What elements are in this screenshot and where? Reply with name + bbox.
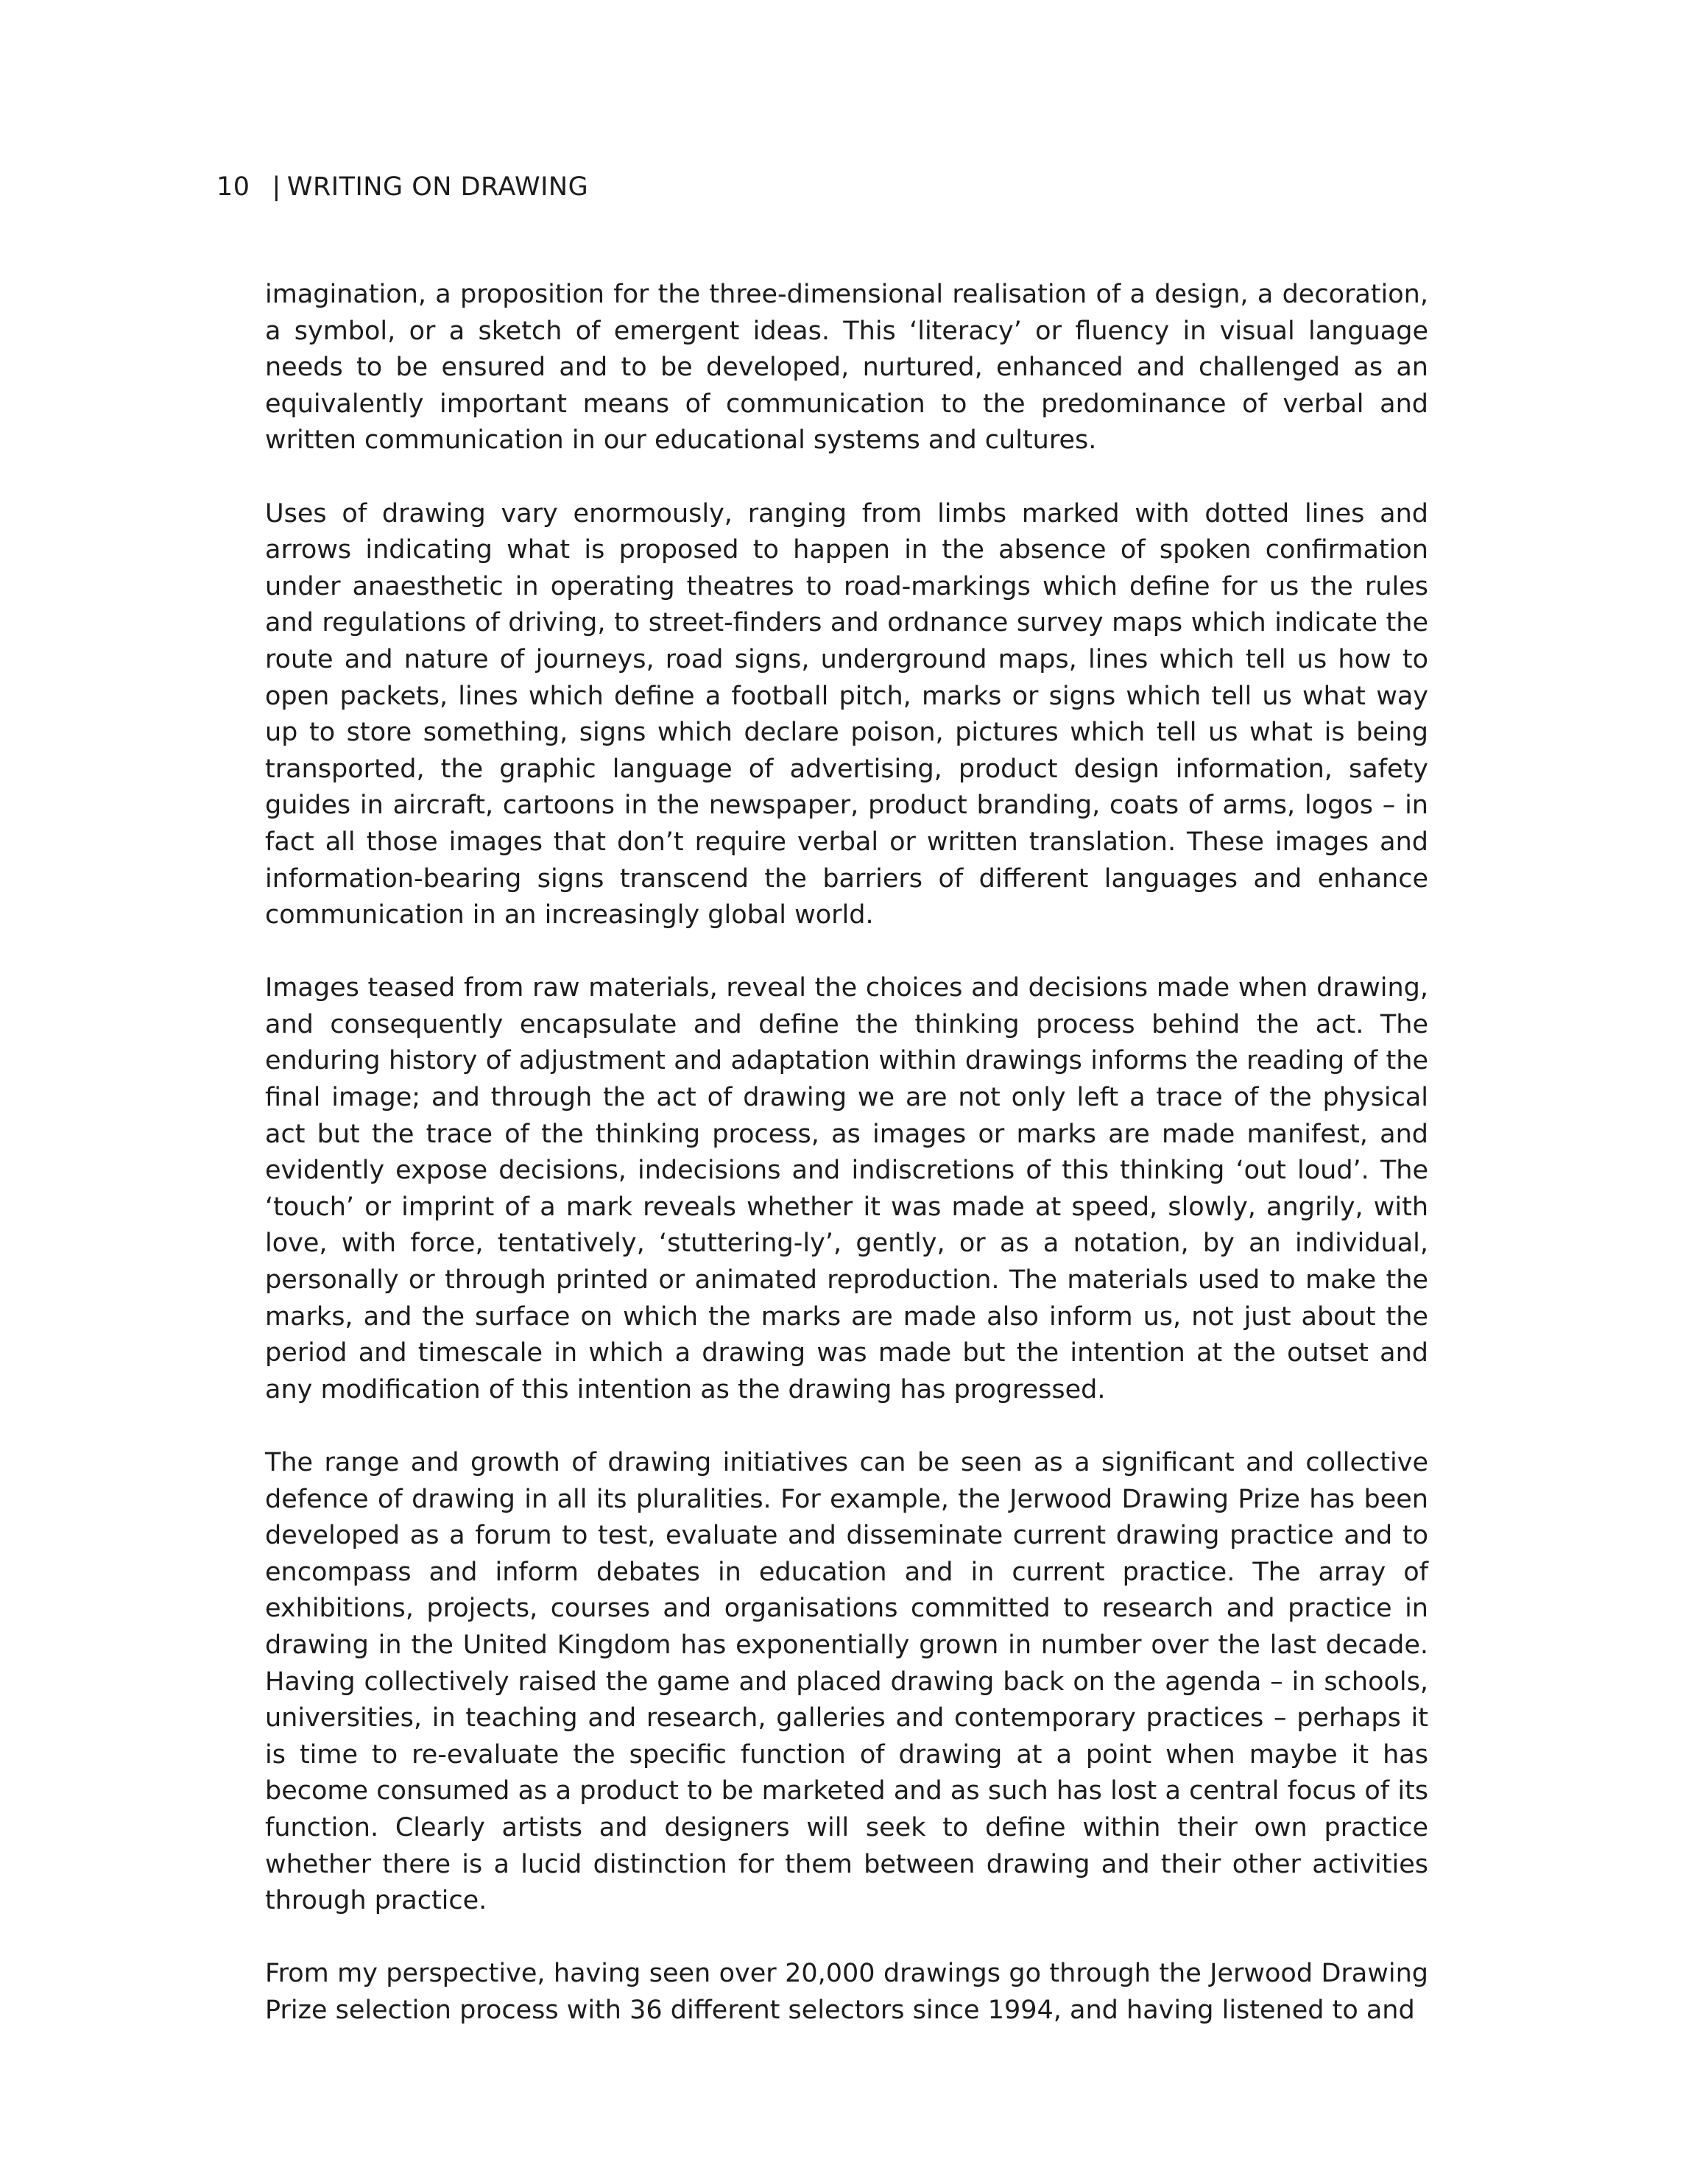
paragraph-1: imagination, a proposition for the three-dimensional realisation of a design, a decoration, a symbol, or a sketch of emergent ideas. This ‘literacy’ or fluency in visual language needs to be ensured and to be developed, nurtured, enhanced and challenged as an equivalently important means of communication to the predominance of verbal and written communication in our educational systems and cultures.	[265, 280, 1428, 456]
paragraph-5: From my perspective, having seen over 20,000 drawings go through the Jerwood Drawing Prize selection process with 36 different selectors since 1994, and having listened to and	[265, 1959, 1428, 2025]
paragraph-4: The range and growth of drawing initiatives can be seen as a significant and collective defence of drawing in all its pluralities. For example, the Jerwood Drawing Prize has been developed as a forum to test, evaluate and disseminate current drawing practice and to encompass and inform debates in education and in current practice. The array of exhibitions, projects, courses and organisations committed to research and practice in drawing in the United Kingdom has exponentially grown in number over the last decade. Having collectively raised the game and placed drawing back on the agenda – in schools, universities, in teaching and research, galleries and contemporary practices – perhaps it is time to re-evaluate the specific function of drawing at a point when maybe it has become consumed as a product to be marketed and as such has lost a central focus of its function. Clearly artists and designers will seek to define within their own practice whether there is a lucid distinction for them between drawing and their other activities through practice.	[265, 1448, 1428, 1916]
body-text	[265, 277, 1428, 2029]
page-number: 10	[216, 172, 250, 202]
header-separator: |	[272, 172, 281, 202]
paragraph-2: Uses of drawing vary enormously, ranging from limbs marked with dotted lines and arrows indicating what is proposed to happen in the absence of spoken confirmation under anaesthetic in operating theatres to road-markings which define for us the rules and regulations of driving, to street-finders and ordnance survey maps which indicate the route and nature of journeys, road signs, underground maps, lines which tell us how to open packets, lines which define a football pitch, marks or signs which tell us what way up to store something, signs which declare poison, pictures which tell us what is being transported, the graphic language of advertising, product design information, safety guides in aircraft, cartoons in the newspaper, product branding, coats of arms, logos – in fact all those images that don’t require verbal or written translation. These images and information-bearing signs transcend the barriers of different languages and enhance communication in an increasingly global world.	[265, 498, 1428, 930]
paragraph-3: Images teased from raw materials, reveal the choices and decisions made when drawing, and consequently encapsulate and define the thinking process behind the act. The enduring history of adjustment and adaptation within drawings informs the reading of the final image; and through the act of drawing we are not only left a trace of the physical act but the trace of the thinking process, as images or marks are made manifest, and evidently expose decisions, indecisions and indiscretions of this thinking ‘out loud’. The ‘touch’ or imprint of a mark reveals whether it was made at speed, slowly, angrily, with love, with force, tentatively, ‘stuttering-ly’, gently, or as a notation, by an individual, personally or through printed or animated reproduction. The materials used to make the marks, and the surface on which the marks are made also inform us, not just about the period and timescale in which a drawing was made but the intention at the outset and any modification of this intention as the drawing has progressed.	[265, 973, 1428, 1404]
running-title: WRITING ON DRAWING	[286, 172, 589, 202]
running-header	[216, 171, 588, 203]
